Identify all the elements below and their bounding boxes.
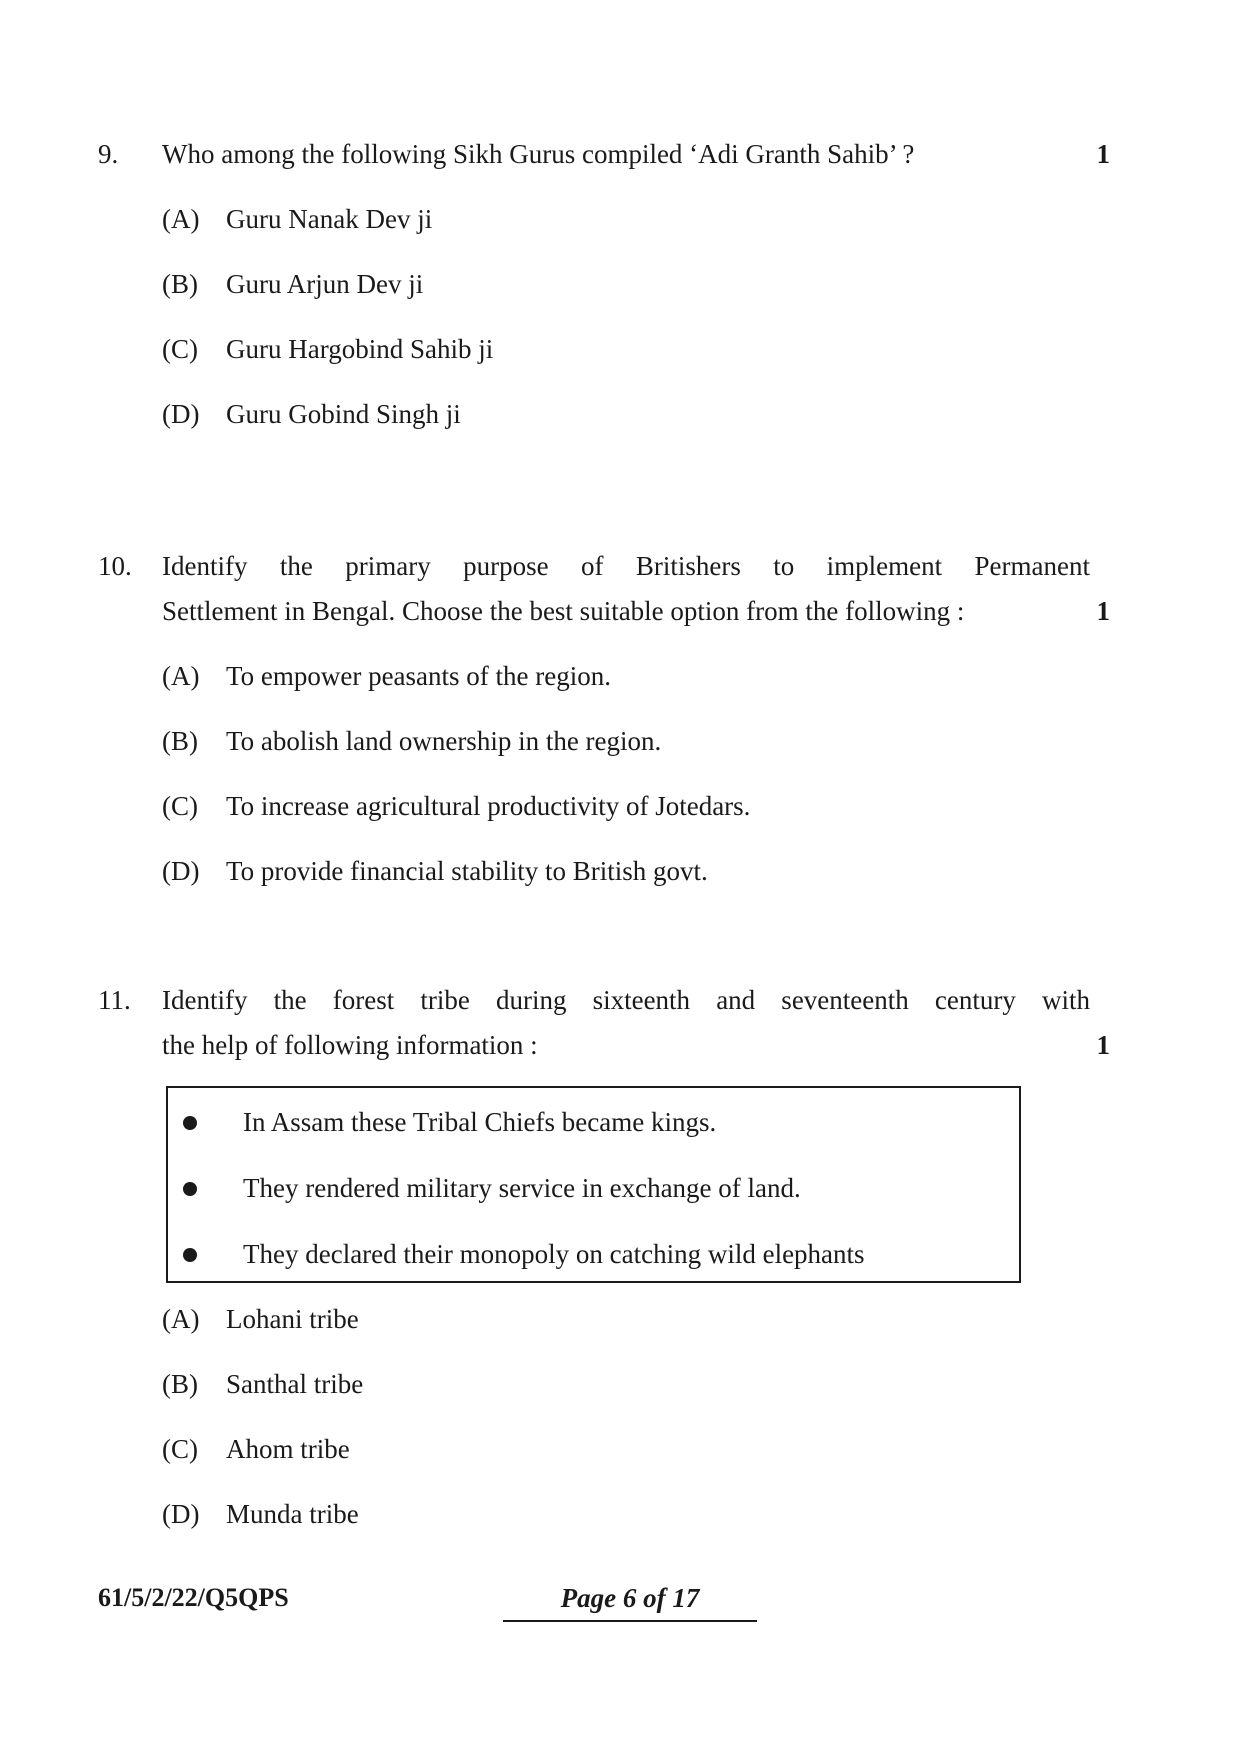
option-c [162,784,1118,829]
question-9 [98,132,1118,437]
question-text [162,132,1090,177]
option-label: (D) [162,1499,200,1529]
question-10-stem [98,544,1118,634]
option-a [162,197,1118,242]
options-list [162,197,1118,437]
option-text: To empower peasants of the region. [226,661,611,691]
question-9-stem [98,132,1118,177]
option-text: Guru Nanak Dev ji [226,204,433,234]
option-a [162,1297,1118,1342]
info-item [168,1166,1019,1211]
option-b [162,719,1118,764]
option-b [162,1362,1118,1407]
question-text-line: Settlement in Bengal. Choose the best suitable option from the following : [162,596,965,626]
option-text: Guru Gobind Singh ji [226,399,461,429]
option-d [162,849,1118,894]
option-text: Guru Hargobind Sahib ji [226,334,494,364]
option-text: To provide financial stability to British govt. [226,856,708,886]
option-label: (A) [162,661,200,691]
question-text-line: Identify the forest tribe during sixteenth and seventeenth century with [162,985,1090,1015]
page-number: Page 6 of 17 [503,1578,757,1622]
option-text: Santhal tribe [226,1369,364,1399]
question-text-line: Identify the primary purpose of Britishers to implement Permanent [162,551,1090,581]
question-number: 11. [98,985,131,1015]
info-text: They rendered military service in exchange of land. [243,1173,801,1203]
option-label: (D) [162,856,200,886]
paper-code: 61/5/2/22/Q5QPS [98,1583,289,1612]
option-label: (A) [162,1304,200,1334]
question-number: 9. [98,139,119,169]
question-text-line: Who among the following Sikh Gurus compiled ‘Adi Granth Sahib’ ? [162,139,915,169]
marks-label: 1 [1096,596,1110,626]
info-text: In Assam these Tribal Chiefs became kings. [243,1107,717,1137]
option-text: To increase agricultural productivity of Jotedars. [226,791,751,821]
info-box [166,1086,1021,1283]
option-label: (B) [162,269,198,299]
option-a [162,654,1118,699]
info-item [168,1232,1019,1277]
question-10 [98,544,1118,894]
option-label: (B) [162,1369,198,1399]
option-text: Ahom tribe [226,1434,350,1464]
option-b [162,262,1118,307]
option-text: To abolish land ownership in the region. [226,726,662,756]
options-list [162,654,1118,894]
marks-label: 1 [1096,1030,1110,1060]
question-text [162,544,1090,634]
question-text [162,978,1090,1068]
option-c [162,1427,1118,1472]
question-11 [98,978,1118,1537]
option-label: (D) [162,399,200,429]
question-number: 10. [98,551,132,581]
bullet-icon [183,1182,197,1196]
option-text: Lohani tribe [226,1304,359,1334]
bullet-icon [183,1248,197,1262]
question-11-stem [98,978,1118,1068]
option-label: (C) [162,1434,198,1464]
option-d [162,1492,1118,1537]
option-text: Munda tribe [226,1499,359,1529]
option-label: (C) [162,334,198,364]
option-label: (A) [162,204,200,234]
marks-label: 1 [1096,139,1110,169]
option-text: Guru Arjun Dev ji [226,269,424,299]
option-label: (B) [162,726,198,756]
question-text-line: the help of following information : [162,1030,538,1060]
bullet-icon [183,1116,197,1130]
options-list [162,1297,1118,1537]
option-d [162,392,1118,437]
option-c [162,327,1118,372]
option-label: (C) [162,791,198,821]
info-text: They declared their monopoly on catching wild elephants [243,1239,865,1269]
info-item [168,1100,1019,1145]
